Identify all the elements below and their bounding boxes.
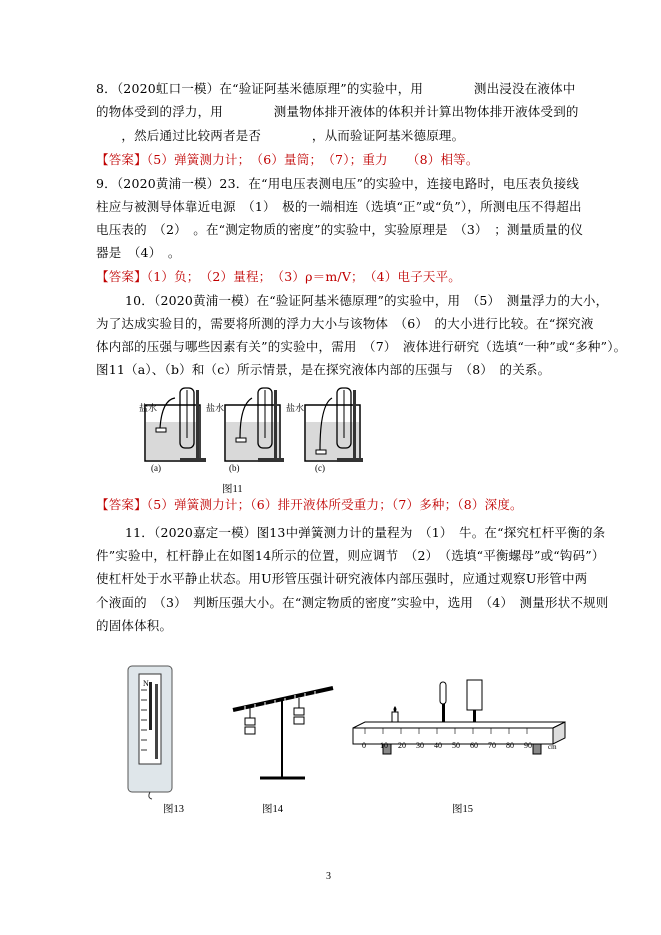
figure-15-tick-label: 20	[398, 741, 406, 750]
figure-13-caption: 图13	[163, 804, 184, 815]
figure-15-optical-bench	[345, 660, 575, 775]
figure-15-tick-label: 60	[470, 741, 478, 750]
figure-15-unit: cm	[548, 743, 557, 751]
figure-15-tick-label: 80	[506, 741, 514, 750]
q10-line-3: 体内部的压强与哪些因素有关”的实验中，需用 （7） 液体进行研究（选填“一种”或“多种”）。	[96, 339, 627, 354]
q9-line-2: 柱应与被测导体靠近电源 （1） 极的一端相连（选填“正”或“负”），所测电压不得超出	[96, 199, 582, 214]
figure-14-lever	[225, 680, 340, 790]
figure-11-caption: 图11	[222, 484, 243, 495]
q9-answer: 【答案】（1）负； （2）量程； （3）ρ＝m/V； （4）电子天平。	[96, 269, 462, 284]
q11-line-1: 11．（2020嘉定一模）图13中弹簧测力计的量程为 （1） 牛。在“探究杠杆平衡的条	[125, 525, 606, 540]
figure-13-unit: N	[143, 679, 149, 688]
figure-11-liquid-label-b: 盐水	[206, 403, 225, 413]
q11-line-4: 个液面的 （3） 判断压强大小。在“测定物质的密度”实验中，选用 （4） 测量形状不规则	[96, 595, 609, 610]
figure-15-tick-label: 50	[452, 741, 460, 750]
page-number: 3	[326, 871, 331, 882]
q11-line-5: 的固体体积。	[96, 618, 173, 633]
q10-line-4: 图11（a）、（b）和（c）所示情景，是在探究液体内部的压强与 （8） 的关系。	[96, 362, 551, 377]
figure-11-c	[305, 388, 363, 462]
figure-11-b	[225, 388, 284, 462]
q10-line-2: 为了达成实验目的，需要将所测的浮力大小与该物体 （6） 的大小进行比较。在“探究液	[96, 316, 594, 331]
figure-11-sub-b: (b)	[229, 463, 240, 473]
figure-15-tick-label: 90	[524, 741, 532, 750]
q8-line-2: 的物体受到的浮力，用 测量物体排开液体的体积并计算出物体排开液体受到的	[96, 104, 579, 119]
figure-15-tick-label: 40	[434, 741, 442, 750]
q10-line-1: 10．（2020黄浦一模）在“验证阿基米德原理”的实验中，用 （5） 测量浮力的大小，	[125, 293, 609, 308]
q9-line-1: 9．（2020黄浦一模）23．在“用电压表测电压”的实验中，连接电路时，电压表负接线	[96, 176, 580, 191]
figure-15-tick-label: 10	[380, 741, 388, 750]
figure-11-liquid-label-a: 盐水	[139, 403, 158, 413]
q8-line-3: ，然后通过比较两者是否 ，从而验证阿基米德原理。	[96, 128, 465, 143]
figure-11-sub-c: (c)	[315, 463, 325, 473]
q9-line-4: 器是 （4） 。	[96, 245, 181, 260]
figure-15-tick-label: 0	[362, 741, 366, 750]
q11-line-3: 使杠杆处于水平静止状态。用U形管压强计研究液体内部压强时，应通过观察U形管中两	[96, 571, 588, 586]
q8-line-1: 8．（2020虹口一模）在“验证阿基米德原理”的实验中，用 测出浸没在液体中	[96, 81, 576, 96]
figure-13-spring-scale	[125, 660, 175, 800]
q10-answer: 【答案】（5）弹簧测力计；（6）排开液体所受重力；（7）多种；（8）深度。	[96, 497, 523, 512]
figure-15-caption: 图15	[452, 804, 473, 815]
figure-11	[140, 380, 370, 480]
q11-line-2: 件”实验中，杠杆静止在如图14所示的位置，则应调节 （2） （选填“平衡螺母”或“钩码”）	[96, 548, 605, 563]
q8-answer: 【答案】（5）弹簧测力计； （6）量筒； （7）；重力 （8）相等。	[96, 152, 479, 167]
figure-14-caption: 图14	[262, 804, 283, 815]
q9-line-3: 电压表的 （2） 。在“测定物质的密度”的实验中，实验原理是 （3） ；测量质量的仪	[96, 222, 584, 237]
figure-11-sub-a: (a)	[151, 463, 161, 473]
figure-15-tick-label: 30	[416, 741, 424, 750]
figure-11-liquid-label-c: 盐水	[286, 403, 305, 413]
figure-15-tick-label: 70	[488, 741, 496, 750]
figure-11-a	[145, 388, 206, 462]
